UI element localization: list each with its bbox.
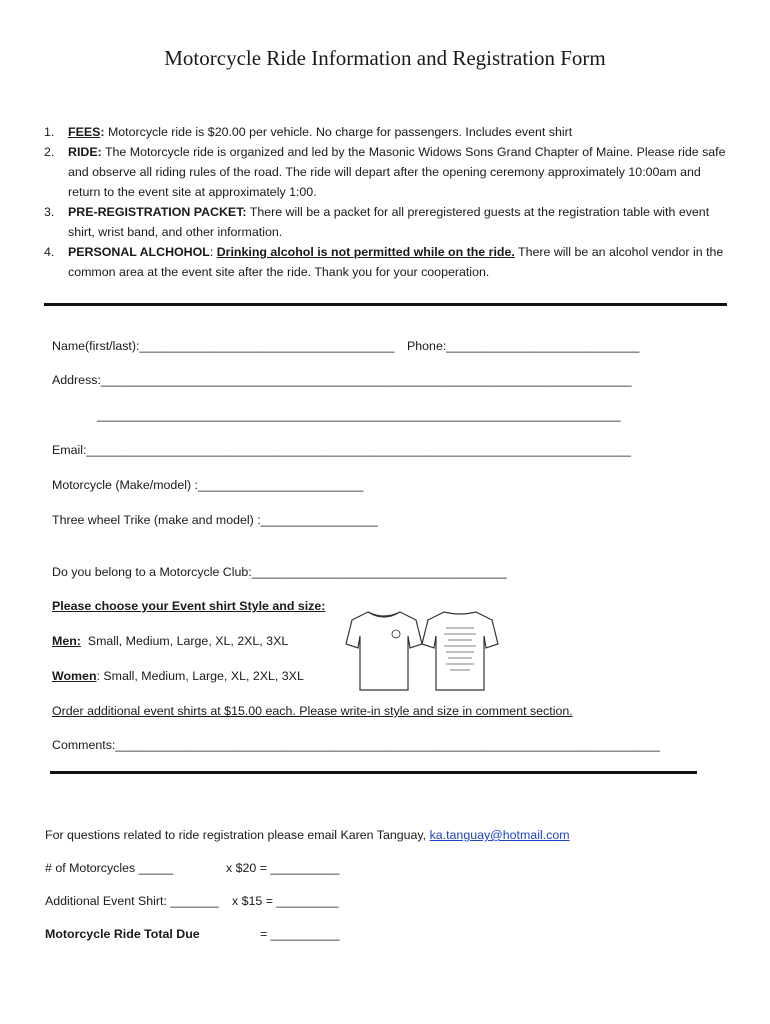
women-sizes (52, 669, 304, 683)
phone-field[interactable]: Phone:____________________________ (407, 339, 640, 353)
list-item-packet (44, 202, 734, 242)
divider (50, 771, 697, 774)
packet-text: There will be a packet for all preregistered guests at the registration table with event shirt, wrist band, and other information. (68, 205, 710, 239)
tshirt-front-image (346, 612, 422, 690)
contact-line (45, 828, 570, 842)
item-number: 2. (44, 145, 55, 159)
comments-field[interactable]: Comments:_______________________________________________________________________________ (52, 738, 660, 752)
tshirt-back-image (422, 612, 498, 690)
men-label: Men: (52, 634, 81, 648)
fees-sep: : (100, 125, 105, 139)
item-number: 3. (44, 205, 55, 219)
ride-total-field[interactable]: = __________ (260, 927, 340, 941)
address-line2-field[interactable]: ____________________________________________________________________________ (97, 408, 621, 422)
motorcycles-count-field[interactable]: # of Motorcycles _____ (45, 861, 174, 875)
additional-shirts-note: Order additional event shirts at $15.00 each. Please write-in style and size in comment section. (52, 704, 573, 718)
packet-label: PRE-REGISTRATION PACKET: (68, 205, 247, 219)
alcohol-sep: : (209, 245, 214, 259)
list-item-alcohol (44, 242, 734, 282)
name-field[interactable]: Name(first/last):_____________________________________ (52, 339, 395, 353)
divider (44, 303, 727, 306)
list-item-fees (44, 122, 734, 142)
women-label: Women (52, 669, 97, 683)
club-field[interactable]: Do you belong to a Motorcycle Club:_____________________________________ (52, 565, 507, 579)
trike-field[interactable]: Three wheel Trike (make and model) :_________________ (52, 513, 378, 527)
ride-label: RIDE: (68, 145, 102, 159)
list-item-ride (44, 142, 734, 202)
page-title: Motorcycle Ride Information and Registration Form (164, 46, 606, 70)
shirt-total-field[interactable]: x $15 = _________ (232, 894, 339, 908)
alcohol-warning: Drinking alcohol is not permitted while on the ride. (216, 245, 515, 259)
info-list (44, 122, 734, 282)
women-sizes-text: : Small, Medium, Large, XL, 2XL, 3XL (96, 669, 304, 683)
email-field[interactable]: Email:_______________________________________________________________________________ (52, 443, 631, 457)
item-number: 4. (44, 245, 55, 259)
alcohol-label: PERSONAL ALCHOHOL (68, 245, 210, 259)
tshirt-images (342, 606, 502, 696)
address-field[interactable]: Address:_____________________________________________________________________________ (52, 373, 632, 387)
contact-text: For questions related to ride registration please email Karen Tanguay, (45, 828, 430, 842)
men-sizes (52, 634, 288, 648)
contact-email-link[interactable]: ka.tanguay@hotmail.com (429, 828, 570, 842)
fees-text: Motorcycle ride is $20.00 per vehicle. No charge for passengers. Includes event shirt (104, 125, 573, 139)
ride-text: The Motorcycle ride is organized and led by the Masonic Widows Sons Grand Chapter of Maine. Please ride safe and observe all riding rules of the road. The ride will depart after the opening ceremony approximately 10:00am and return to the event site at approximately 1:00. (68, 145, 726, 199)
motorcycles-total-field[interactable]: x $20 = __________ (226, 861, 340, 875)
additional-shirt-field[interactable]: Additional Event Shirt: _______ (45, 894, 219, 908)
item-number: 1. (44, 125, 55, 139)
ride-total-label: Motorcycle Ride Total Due (45, 927, 200, 941)
fees-label: FEES (68, 125, 101, 139)
motorcycle-field[interactable]: Motorcycle (Make/model) :________________________ (52, 478, 364, 492)
shirt-heading: Please choose your Event shirt Style and size: (52, 599, 326, 613)
alcohol-text: There will be an alcohol vendor in the common area at the event site after the ride. Thank you for your cooperation. (68, 245, 724, 279)
men-sizes-text: Small, Medium, Large, XL, 2XL, 3XL (80, 634, 289, 648)
